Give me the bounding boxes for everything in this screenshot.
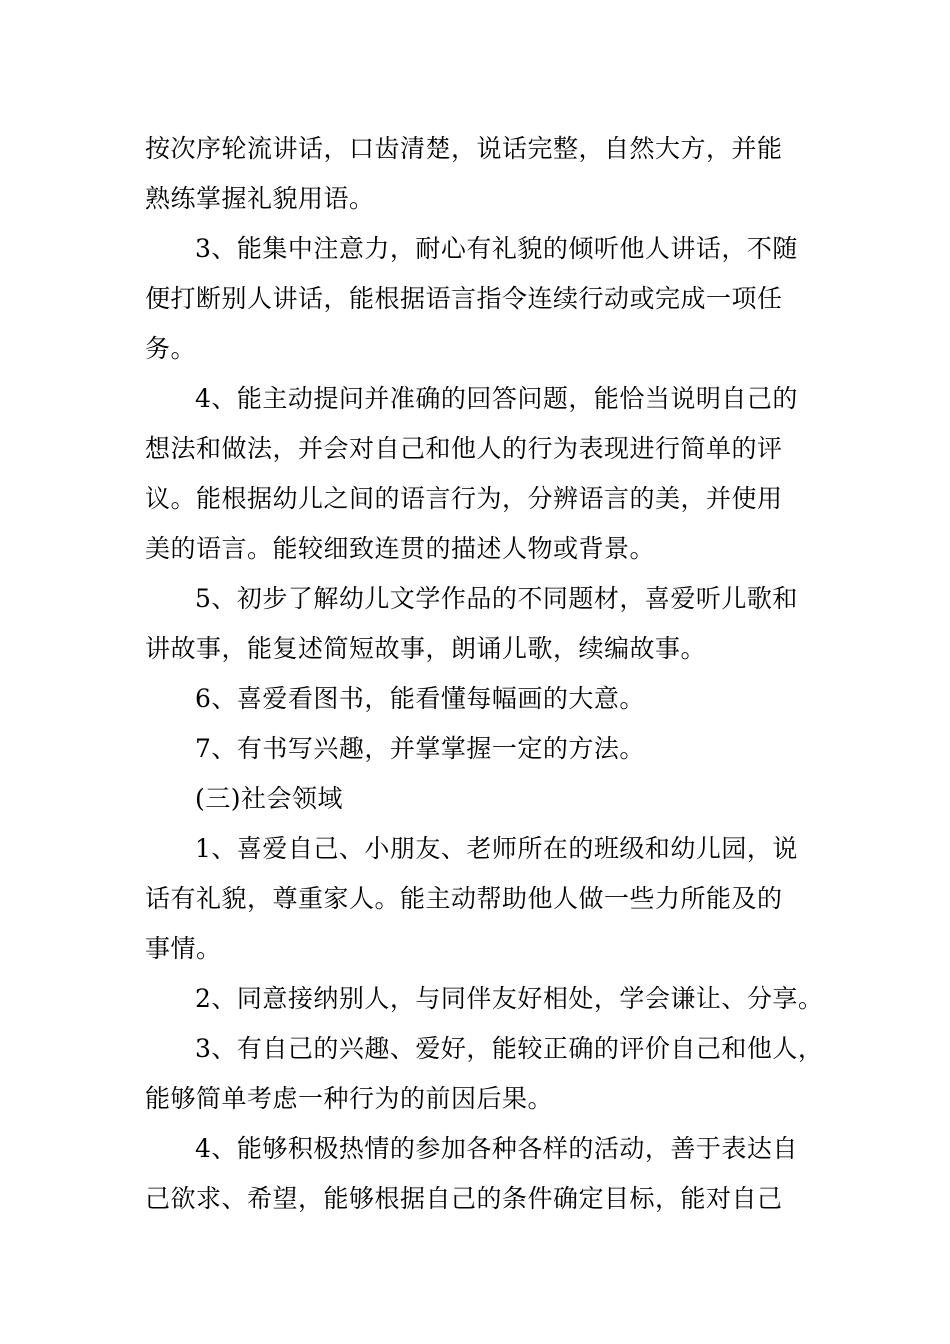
paragraph-item-6	[145, 674, 815, 724]
paragraph-item-5	[145, 574, 815, 674]
text-line: 3、能集中注意力，耐心有礼貌的倾听他人讲话，不随	[195, 234, 798, 263]
paragraph-social-item-1	[145, 824, 815, 974]
text-line: 6、喜爱看图书，能看懂每幅画的大意。	[195, 684, 645, 713]
text-line: 5、初步了解幼儿文学作品的不同题材，喜爱听儿歌和	[195, 584, 798, 613]
paragraph-item-7	[145, 724, 815, 774]
paragraph-social-item-4	[145, 1124, 815, 1224]
text-line: 话有礼貌，尊重家人。能主动帮助他人做一些力所能及的	[145, 884, 783, 913]
text-line: 美的语言。能较细致连贯的描述人物或背景。	[145, 534, 656, 563]
text-line: 2、同意接纳别人，与同伴友好相处，学会谦让、分享。	[195, 984, 824, 1013]
text-line: 3、有自己的兴趣、爱好，能较正确的评价自己和他人，	[195, 1034, 824, 1063]
text-line: 4、能够积极热情的参加各种各样的活动，善于表达自	[195, 1134, 798, 1163]
text-line: 想法和做法，并会对自己和他人的行为表现进行简单的评	[145, 434, 783, 463]
text-line: 己欲求、希望，能够根据自己的条件确定目标，能对自己	[145, 1184, 783, 1213]
paragraph-item-4	[145, 374, 815, 574]
text-line: 务。	[145, 334, 197, 363]
text-line: 7、有书写兴趣，并掌掌握一定的方法。	[195, 734, 645, 763]
text-line: 便打断别人讲话，能根据语言指令连续行动或完成一项任	[145, 284, 783, 313]
text-line: 4、能主动提问并准确的回答问题，能恰当说明自己的	[195, 384, 798, 413]
paragraph-social-item-3	[145, 1024, 824, 1124]
text-line: 按次序轮流讲话，口齿清楚，说话完整，自然大方，并能	[145, 134, 783, 163]
text-line: 能够简单考虑一种行为的前因后果。	[145, 1084, 554, 1113]
section-heading: (三)社会领域	[195, 784, 344, 813]
paragraph-social-item-2	[145, 974, 824, 1024]
text-line: 事情。	[145, 934, 222, 963]
section-heading-social	[145, 774, 815, 824]
paragraph-continuation	[145, 124, 815, 224]
document-body	[145, 124, 824, 1224]
text-line: 熟练掌握礼貌用语。	[145, 184, 375, 213]
text-line: 1、喜爱自己、小朋友、老师所在的班级和幼儿园，说	[195, 834, 798, 863]
text-line: 讲故事，能复述简短故事，朗诵儿歌，续编故事。	[145, 634, 707, 663]
paragraph-item-3	[145, 224, 815, 374]
text-line: 议。能根据幼儿之间的语言行为，分辨语言的美，并使用	[145, 484, 783, 513]
